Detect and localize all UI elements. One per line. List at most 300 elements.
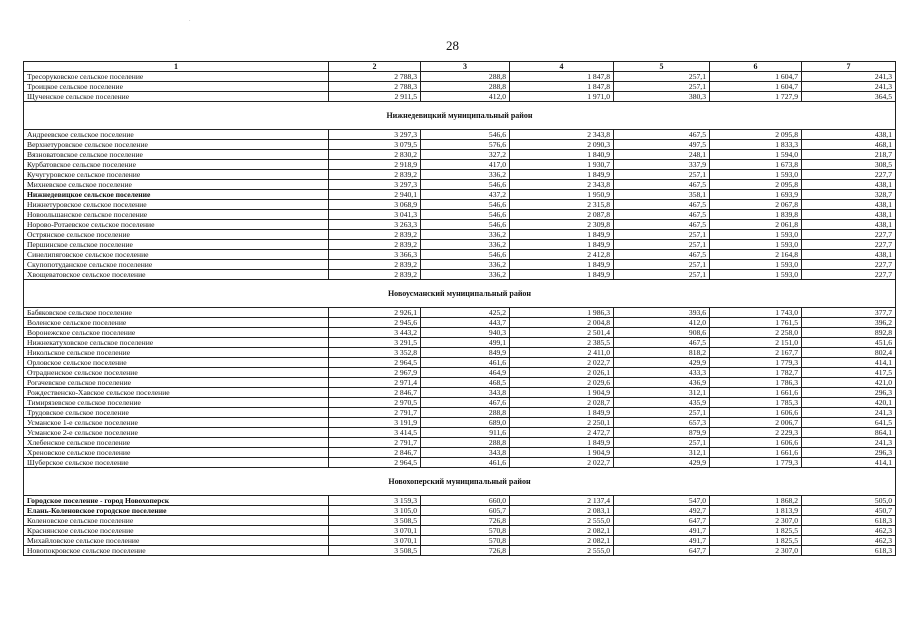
value-cell-col-6: 2 164,8 <box>710 250 802 260</box>
value-cell-col-3: 412,0 <box>421 92 510 102</box>
settlement-name: Бабяковское сельское поселение <box>24 308 329 318</box>
value-cell-col-2: 2 830,2 <box>329 150 421 160</box>
settlement-name: Тимирязевское сельское поселение <box>24 398 329 408</box>
table-row <box>24 180 896 190</box>
value-cell-col-2: 2 911,5 <box>329 92 421 102</box>
value-cell-col-6: 1 593,0 <box>710 230 802 240</box>
value-cell-col-5: 257,1 <box>614 170 710 180</box>
value-cell-col-5: 257,1 <box>614 72 710 82</box>
value-cell-col-3: 689,0 <box>421 418 510 428</box>
value-cell-col-3: 464,9 <box>421 368 510 378</box>
value-cell-col-6: 1 825,5 <box>710 526 802 536</box>
table-row <box>24 260 896 270</box>
value-cell-col-7: 227,7 <box>802 170 896 180</box>
value-cell-col-5: 337,9 <box>614 160 710 170</box>
value-cell-col-2: 2 788,3 <box>329 72 421 82</box>
value-cell-col-2: 3 297,3 <box>329 180 421 190</box>
value-cell-col-3: 726,8 <box>421 516 510 526</box>
value-cell-col-7: 364,5 <box>802 92 896 102</box>
table-row <box>24 200 896 210</box>
table-row <box>24 458 896 468</box>
value-cell-col-6: 1 606,6 <box>710 408 802 418</box>
value-cell-col-3: 461,6 <box>421 458 510 468</box>
column-header-row <box>24 62 896 72</box>
value-cell-col-7: 396,2 <box>802 318 896 328</box>
settlement-name: Синелипяговское сельское поселение <box>24 250 329 260</box>
value-cell-col-6: 1 661,6 <box>710 448 802 458</box>
value-cell-col-2: 3 414,5 <box>329 428 421 438</box>
settlement-name: Верхнетуровское сельское поселение <box>24 140 329 150</box>
value-cell-col-3: 660,0 <box>421 496 510 506</box>
settlement-name: Михневское сельское поселение <box>24 180 329 190</box>
value-cell-col-6: 1 594,0 <box>710 150 802 160</box>
value-cell-col-6: 1 868,2 <box>710 496 802 506</box>
value-cell-col-7: 241,3 <box>802 72 896 82</box>
value-cell-col-7: 438,1 <box>802 220 896 230</box>
value-cell-col-3: 417,0 <box>421 160 510 170</box>
value-cell-col-5: 436,9 <box>614 378 710 388</box>
value-cell-col-4: 2 090,3 <box>510 140 614 150</box>
value-cell-col-6: 1 693,9 <box>710 190 802 200</box>
value-cell-col-5: 380,3 <box>614 92 710 102</box>
value-cell-col-5: 257,1 <box>614 260 710 270</box>
table-row <box>24 438 896 448</box>
value-cell-col-7: 227,7 <box>802 270 896 280</box>
value-cell-col-4: 1 849,9 <box>510 438 614 448</box>
value-cell-col-3: 336,2 <box>421 170 510 180</box>
value-cell-col-3: 288,8 <box>421 72 510 82</box>
value-cell-col-7: 414,1 <box>802 458 896 468</box>
settlement-name: Усманское 2-е сельское поселение <box>24 428 329 438</box>
value-cell-col-6: 1 813,9 <box>710 506 802 516</box>
value-cell-col-5: 257,1 <box>614 438 710 448</box>
table-row <box>24 140 896 150</box>
value-cell-col-5: 257,1 <box>614 408 710 418</box>
value-cell-col-7: 438,1 <box>802 210 896 220</box>
value-cell-col-5: 358,1 <box>614 190 710 200</box>
value-cell-col-2: 3 352,8 <box>329 348 421 358</box>
data-table <box>23 61 896 556</box>
value-cell-col-3: 336,2 <box>421 260 510 270</box>
settlement-name: Вязноватовское сельское поселение <box>24 150 329 160</box>
table-row <box>24 92 896 102</box>
value-cell-col-7: 227,7 <box>802 230 896 240</box>
table-row <box>24 250 896 260</box>
value-cell-col-7: 421,0 <box>802 378 896 388</box>
table-row <box>24 496 896 506</box>
value-cell-col-4: 2 472,7 <box>510 428 614 438</box>
value-cell-col-4: 2 250,1 <box>510 418 614 428</box>
value-cell-col-2: 2 964,5 <box>329 458 421 468</box>
value-cell-col-7: 462,3 <box>802 536 896 546</box>
value-cell-col-3: 288,8 <box>421 82 510 92</box>
value-cell-col-4: 2 315,8 <box>510 200 614 210</box>
value-cell-col-3: 911,6 <box>421 428 510 438</box>
table-row <box>24 398 896 408</box>
value-cell-col-6: 1 593,0 <box>710 240 802 250</box>
column-header-2: 2 <box>329 62 421 72</box>
table-row <box>24 348 896 358</box>
value-cell-col-3: 499,1 <box>421 338 510 348</box>
value-cell-col-4: 2 004,8 <box>510 318 614 328</box>
value-cell-col-6: 2 095,8 <box>710 130 802 140</box>
value-cell-col-3: 336,2 <box>421 270 510 280</box>
value-cell-col-2: 2 791,7 <box>329 408 421 418</box>
value-cell-col-7: 438,1 <box>802 250 896 260</box>
value-cell-col-3: 443,7 <box>421 318 510 328</box>
value-cell-col-2: 2 791,7 <box>329 438 421 448</box>
value-cell-col-6: 1 833,3 <box>710 140 802 150</box>
table-row <box>24 448 896 458</box>
value-cell-col-7: 227,7 <box>802 240 896 250</box>
value-cell-col-3: 468,5 <box>421 378 510 388</box>
value-cell-col-5: 312,1 <box>614 448 710 458</box>
settlement-name: Шуберское сельское поселение <box>24 458 329 468</box>
settlement-name: Орловское сельское поселение <box>24 358 329 368</box>
value-cell-col-7: 438,1 <box>802 180 896 190</box>
value-cell-col-6: 1 727,9 <box>710 92 802 102</box>
value-cell-col-2: 2 926,1 <box>329 308 421 318</box>
table-row <box>24 338 896 348</box>
value-cell-col-4: 2 555,0 <box>510 546 614 556</box>
settlement-name: Першинское сельское поселение <box>24 240 329 250</box>
value-cell-col-4: 2 411,0 <box>510 348 614 358</box>
table-row <box>24 418 896 428</box>
value-cell-col-2: 2 846,7 <box>329 388 421 398</box>
table-row <box>24 546 896 556</box>
value-cell-col-7: 420,1 <box>802 398 896 408</box>
value-cell-col-7: 438,1 <box>802 130 896 140</box>
value-cell-col-3: 288,8 <box>421 438 510 448</box>
table-row <box>24 526 896 536</box>
value-cell-col-5: 547,0 <box>614 496 710 506</box>
value-cell-col-3: 546,6 <box>421 180 510 190</box>
value-cell-col-6: 1 825,5 <box>710 536 802 546</box>
value-cell-col-5: 257,1 <box>614 240 710 250</box>
value-cell-col-2: 3 508,5 <box>329 546 421 556</box>
value-cell-col-4: 1 849,9 <box>510 408 614 418</box>
settlement-name: Елань-Коленовское городское поселение <box>24 506 329 516</box>
column-header-3: 3 <box>421 62 510 72</box>
value-cell-col-4: 2 082,1 <box>510 536 614 546</box>
data-table-wrapper <box>23 61 895 556</box>
settlement-name: Коленовское сельское поселение <box>24 516 329 526</box>
value-cell-col-2: 2 970,5 <box>329 398 421 408</box>
value-cell-col-2: 2 945,6 <box>329 318 421 328</box>
settlement-name: Щученское сельское поселение <box>24 92 329 102</box>
value-cell-col-3: 288,8 <box>421 408 510 418</box>
value-cell-col-6: 2 307,0 <box>710 546 802 556</box>
table-row <box>24 220 896 230</box>
value-cell-col-5: 647,7 <box>614 516 710 526</box>
value-cell-col-7: 241,3 <box>802 408 896 418</box>
value-cell-col-5: 467,5 <box>614 130 710 140</box>
value-cell-col-4: 1 904,9 <box>510 448 614 458</box>
value-cell-col-3: 576,6 <box>421 140 510 150</box>
value-cell-col-2: 3 070,1 <box>329 536 421 546</box>
table-row <box>24 516 896 526</box>
column-header-6: 6 <box>710 62 802 72</box>
value-cell-col-6: 1 743,0 <box>710 308 802 318</box>
value-cell-col-5: 647,7 <box>614 546 710 556</box>
value-cell-col-4: 1 849,9 <box>510 240 614 250</box>
value-cell-col-6: 1 761,5 <box>710 318 802 328</box>
settlement-name: Новопокровское сельское поселение <box>24 546 329 556</box>
table-row <box>24 130 896 140</box>
top-mark: . <box>189 17 191 23</box>
value-cell-col-4: 2 028,7 <box>510 398 614 408</box>
value-cell-col-4: 1 986,3 <box>510 308 614 318</box>
value-cell-col-2: 2 839,2 <box>329 240 421 250</box>
value-cell-col-5: 393,6 <box>614 308 710 318</box>
district-header-row <box>24 102 896 130</box>
value-cell-col-6: 2 307,0 <box>710 516 802 526</box>
value-cell-col-4: 1 847,8 <box>510 82 614 92</box>
value-cell-col-3: 546,6 <box>421 130 510 140</box>
settlement-name: Рогачевское сельское поселение <box>24 378 329 388</box>
value-cell-col-7: 451,6 <box>802 338 896 348</box>
value-cell-col-6: 2 258,0 <box>710 328 802 338</box>
value-cell-col-6: 1 785,3 <box>710 398 802 408</box>
table-row <box>24 378 896 388</box>
table-row <box>24 388 896 398</box>
settlement-name: Нижнекатуховское сельское поселение <box>24 338 329 348</box>
value-cell-col-4: 2 501,4 <box>510 328 614 338</box>
value-cell-col-2: 3 191,9 <box>329 418 421 428</box>
value-cell-col-4: 1 849,9 <box>510 170 614 180</box>
district-title: Новохоперский муниципальный район <box>24 468 896 496</box>
table-row <box>24 506 896 516</box>
table-row <box>24 358 896 368</box>
settlement-name: Нижнедевицкое сельское поселение <box>24 190 329 200</box>
value-cell-col-7: 505,0 <box>802 496 896 506</box>
value-cell-col-5: 435,9 <box>614 398 710 408</box>
column-header-5: 5 <box>614 62 710 72</box>
value-cell-col-3: 546,6 <box>421 220 510 230</box>
value-cell-col-6: 2 229,3 <box>710 428 802 438</box>
table-row <box>24 150 896 160</box>
value-cell-col-3: 570,8 <box>421 526 510 536</box>
value-cell-col-4: 2 022,7 <box>510 358 614 368</box>
table-row <box>24 230 896 240</box>
value-cell-col-6: 1 779,3 <box>710 358 802 368</box>
settlement-name: Тресоруковское сельское поселение <box>24 72 329 82</box>
value-cell-col-6: 2 067,8 <box>710 200 802 210</box>
value-cell-col-4: 2 137,4 <box>510 496 614 506</box>
value-cell-col-5: 492,7 <box>614 506 710 516</box>
value-cell-col-4: 1 904,9 <box>510 388 614 398</box>
value-cell-col-5: 657,3 <box>614 418 710 428</box>
value-cell-col-7: 227,7 <box>802 260 896 270</box>
value-cell-col-3: 336,2 <box>421 240 510 250</box>
value-cell-col-5: 467,5 <box>614 220 710 230</box>
table-row <box>24 240 896 250</box>
value-cell-col-2: 3 443,2 <box>329 328 421 338</box>
value-cell-col-7: 462,3 <box>802 526 896 536</box>
value-cell-col-2: 3 366,3 <box>329 250 421 260</box>
value-cell-col-7: 296,3 <box>802 448 896 458</box>
value-cell-col-5: 257,1 <box>614 82 710 92</box>
value-cell-col-4: 2 026,1 <box>510 368 614 378</box>
value-cell-col-7: 308,5 <box>802 160 896 170</box>
value-cell-col-2: 2 940,1 <box>329 190 421 200</box>
value-cell-col-4: 1 930,7 <box>510 160 614 170</box>
value-cell-col-4: 2 029,6 <box>510 378 614 388</box>
value-cell-col-6: 2 006,7 <box>710 418 802 428</box>
value-cell-col-2: 2 846,7 <box>329 448 421 458</box>
value-cell-col-7: 296,3 <box>802 388 896 398</box>
value-cell-col-6: 1 606,6 <box>710 438 802 448</box>
value-cell-col-3: 546,6 <box>421 200 510 210</box>
value-cell-col-4: 1 849,9 <box>510 270 614 280</box>
value-cell-col-6: 1 604,7 <box>710 72 802 82</box>
table-row <box>24 536 896 546</box>
column-header-4: 4 <box>510 62 614 72</box>
value-cell-col-6: 2 061,8 <box>710 220 802 230</box>
value-cell-col-4: 2 385,5 <box>510 338 614 348</box>
value-cell-col-3: 726,8 <box>421 546 510 556</box>
value-cell-col-3: 546,6 <box>421 250 510 260</box>
value-cell-col-2: 3 297,3 <box>329 130 421 140</box>
value-cell-col-5: 491,7 <box>614 526 710 536</box>
table-row <box>24 308 896 318</box>
settlement-name: Кучугуровское сельское поселение <box>24 170 329 180</box>
value-cell-col-5: 497,5 <box>614 140 710 150</box>
value-cell-col-2: 2 971,4 <box>329 378 421 388</box>
value-cell-col-6: 2 151,0 <box>710 338 802 348</box>
district-title: Нижнедевицкий муниципальный район <box>24 102 896 130</box>
value-cell-col-7: 864,1 <box>802 428 896 438</box>
value-cell-col-2: 2 967,9 <box>329 368 421 378</box>
value-cell-col-3: 605,7 <box>421 506 510 516</box>
value-cell-col-3: 940,3 <box>421 328 510 338</box>
value-cell-col-5: 433,3 <box>614 368 710 378</box>
value-cell-col-4: 1 849,9 <box>510 260 614 270</box>
table-row <box>24 428 896 438</box>
settlement-name: Рождественско-Хавское сельское поселение <box>24 388 329 398</box>
value-cell-col-7: 241,3 <box>802 82 896 92</box>
value-cell-col-2: 2 839,2 <box>329 170 421 180</box>
value-cell-col-5: 429,9 <box>614 458 710 468</box>
value-cell-col-6: 1 661,6 <box>710 388 802 398</box>
value-cell-col-5: 467,5 <box>614 338 710 348</box>
settlement-name: Михайловское сельское поселение <box>24 536 329 546</box>
settlement-name: Трудовское сельское поселение <box>24 408 329 418</box>
value-cell-col-7: 618,3 <box>802 516 896 526</box>
value-cell-col-6: 1 593,0 <box>710 260 802 270</box>
value-cell-col-5: 248,1 <box>614 150 710 160</box>
value-cell-col-4: 2 555,0 <box>510 516 614 526</box>
value-cell-col-4: 1 840,9 <box>510 150 614 160</box>
value-cell-col-5: 467,5 <box>614 180 710 190</box>
value-cell-col-5: 257,1 <box>614 230 710 240</box>
settlement-name: Никольское сельское поселение <box>24 348 329 358</box>
value-cell-col-4: 2 082,1 <box>510 526 614 536</box>
value-cell-col-5: 491,7 <box>614 536 710 546</box>
value-cell-col-6: 1 839,8 <box>710 210 802 220</box>
value-cell-col-6: 1 786,3 <box>710 378 802 388</box>
value-cell-col-5: 879,9 <box>614 428 710 438</box>
value-cell-col-5: 908,6 <box>614 328 710 338</box>
column-header-1: 1 <box>24 62 329 72</box>
value-cell-col-6: 1 779,3 <box>710 458 802 468</box>
value-cell-col-3: 461,6 <box>421 358 510 368</box>
settlement-name: Хвощеватовское сельское поселение <box>24 270 329 280</box>
value-cell-col-7: 417,5 <box>802 368 896 378</box>
value-cell-col-2: 3 291,5 <box>329 338 421 348</box>
value-cell-col-2: 2 839,2 <box>329 230 421 240</box>
value-cell-col-2: 3 263,3 <box>329 220 421 230</box>
settlement-name: Отрадненское сельское поселение <box>24 368 329 378</box>
value-cell-col-5: 429,9 <box>614 358 710 368</box>
value-cell-col-6: 1 782,7 <box>710 368 802 378</box>
value-cell-col-4: 2 343,8 <box>510 130 614 140</box>
settlement-name: Краснянское сельское поселение <box>24 526 329 536</box>
value-cell-col-2: 2 964,5 <box>329 358 421 368</box>
value-cell-col-3: 467,6 <box>421 398 510 408</box>
value-cell-col-3: 570,8 <box>421 536 510 546</box>
value-cell-col-4: 2 343,8 <box>510 180 614 190</box>
settlement-name: Курбатовское сельское поселение <box>24 160 329 170</box>
value-cell-col-6: 1 604,7 <box>710 82 802 92</box>
settlement-name: Скупопотуданское сельское поселение <box>24 260 329 270</box>
value-cell-col-5: 818,2 <box>614 348 710 358</box>
value-cell-col-4: 1 950,9 <box>510 190 614 200</box>
value-cell-col-6: 1 673,8 <box>710 160 802 170</box>
table-row <box>24 328 896 338</box>
value-cell-col-4: 2 087,8 <box>510 210 614 220</box>
table-row <box>24 190 896 200</box>
page-number: 28 <box>446 38 459 53</box>
settlement-name: Городское поселение - город Новохоперск <box>24 496 329 506</box>
value-cell-col-7: 892,8 <box>802 328 896 338</box>
value-cell-col-7: 641,5 <box>802 418 896 428</box>
table-row <box>24 408 896 418</box>
value-cell-col-2: 3 105,0 <box>329 506 421 516</box>
settlement-name: Усманское 1-е сельское поселение <box>24 418 329 428</box>
value-cell-col-2: 2 839,2 <box>329 270 421 280</box>
value-cell-col-3: 343,8 <box>421 388 510 398</box>
value-cell-col-6: 1 593,0 <box>710 170 802 180</box>
value-cell-col-5: 312,1 <box>614 388 710 398</box>
value-cell-col-2: 3 508,5 <box>329 516 421 526</box>
table-body <box>24 72 896 556</box>
value-cell-col-7: 802,4 <box>802 348 896 358</box>
value-cell-col-4: 1 849,9 <box>510 230 614 240</box>
value-cell-col-2: 3 041,3 <box>329 210 421 220</box>
value-cell-col-2: 3 159,3 <box>329 496 421 506</box>
value-cell-col-3: 425,2 <box>421 308 510 318</box>
value-cell-col-2: 2 839,2 <box>329 260 421 270</box>
table-row <box>24 72 896 82</box>
value-cell-col-5: 467,5 <box>614 210 710 220</box>
value-cell-col-3: 437,2 <box>421 190 510 200</box>
table-row <box>24 160 896 170</box>
settlement-name: Воронежское сельское поселение <box>24 328 329 338</box>
value-cell-col-2: 3 070,1 <box>329 526 421 536</box>
district-title: Новоусманский муниципальный район <box>24 280 896 308</box>
value-cell-col-7: 438,1 <box>802 200 896 210</box>
value-cell-col-7: 618,3 <box>802 546 896 556</box>
value-cell-col-4: 2 022,7 <box>510 458 614 468</box>
district-header-row <box>24 468 896 496</box>
district-header-row <box>24 280 896 308</box>
settlement-name: Троицкое сельское поселение <box>24 82 329 92</box>
value-cell-col-2: 3 068,9 <box>329 200 421 210</box>
value-cell-col-7: 468,1 <box>802 140 896 150</box>
value-cell-col-5: 467,5 <box>614 200 710 210</box>
settlement-name: Острянское сельское поселение <box>24 230 329 240</box>
